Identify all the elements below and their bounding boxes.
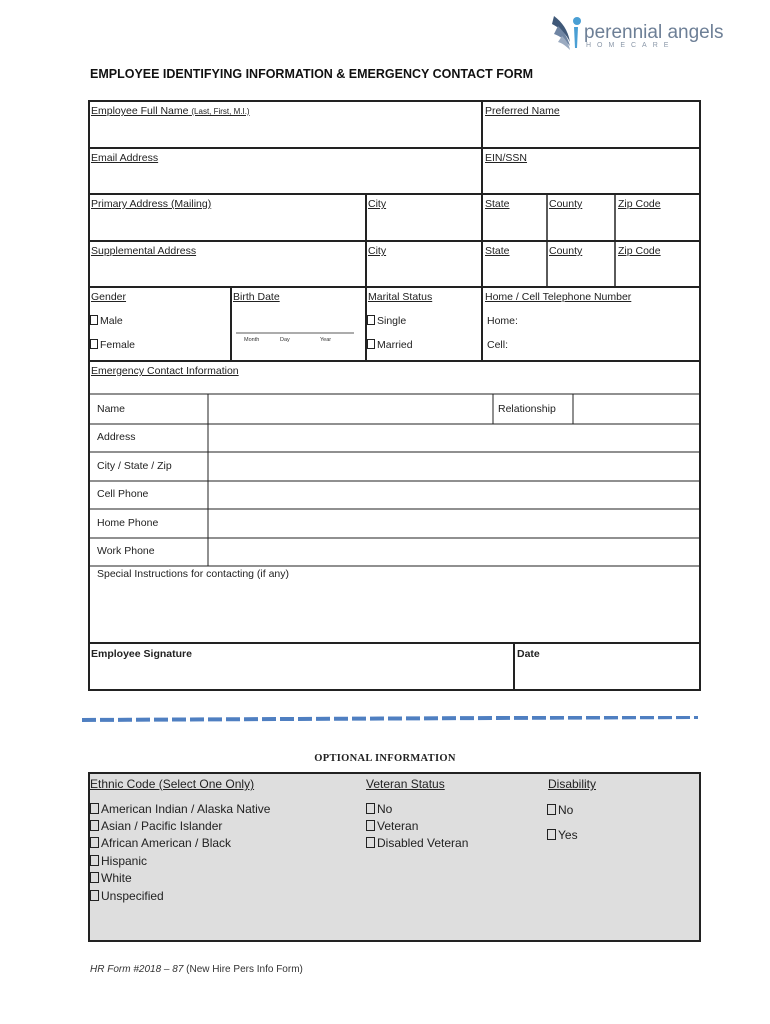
checkbox-icon[interactable] [547, 804, 556, 815]
cell-phone-label: Cell: [487, 339, 509, 351]
optional-title: OPTIONAL INFORMATION [314, 753, 456, 764]
logo-subtitle: HOMECARE [586, 42, 675, 49]
marital-married-option[interactable]: Married [367, 339, 413, 351]
form-title: EMPLOYEE IDENTIFYING INFORMATION & EMERGENCY CONTACT FORM [90, 67, 534, 81]
ec-relationship-field[interactable] [575, 396, 698, 422]
ec-name-label: Name [97, 403, 126, 415]
full-name-label: Employee Full Name (Last, First, M.I.) [91, 105, 250, 117]
primary-address-field[interactable] [90, 211, 364, 239]
dashed-separator [82, 716, 698, 722]
email-field[interactable] [90, 165, 480, 192]
checkbox-icon[interactable] [366, 803, 375, 814]
ethnic-option[interactable]: Asian / Pacific Islander [90, 819, 222, 833]
checkbox-icon[interactable] [90, 837, 99, 848]
employee-signature-field[interactable] [91, 662, 512, 688]
ec-special-instructions-label: Special Instructions for contacting (if any) [97, 568, 290, 580]
ec-cell-phone-label: Cell Phone [97, 488, 149, 500]
checkbox-icon[interactable] [366, 837, 375, 848]
email-label: Email Address [91, 152, 159, 164]
ein-ssn-label: EIN/SSN [485, 152, 528, 164]
disability-option[interactable]: Yes [547, 828, 578, 842]
primary-state-field[interactable] [484, 211, 545, 239]
ec-address-label: Address [97, 431, 136, 443]
home-phone-label: Home: [487, 315, 518, 327]
marital-status-label: Marital Status [368, 291, 433, 303]
primary-address-label: Primary Address (Mailing) [91, 198, 212, 210]
ec-name-field[interactable] [210, 396, 491, 422]
supplemental-city-field[interactable] [368, 258, 480, 285]
ethnic-option[interactable]: American Indian / Alaska Native [90, 802, 270, 816]
signature-date-label: Date [517, 648, 540, 660]
ethnic-option[interactable]: African American / Black [90, 836, 231, 850]
supplemental-city-label: City [368, 245, 387, 257]
primary-city-field[interactable] [368, 211, 480, 239]
signature-date-field[interactable] [516, 662, 698, 688]
checkbox-icon[interactable] [90, 872, 99, 883]
disability-option[interactable]: No [547, 803, 573, 817]
primary-state-label: State [485, 198, 510, 210]
checkbox-icon[interactable] [367, 339, 375, 349]
supplemental-county-field[interactable] [549, 258, 613, 285]
birth-day-hint: Day [280, 337, 290, 343]
veteran-option[interactable]: No [366, 802, 392, 816]
checkbox-icon[interactable] [90, 820, 99, 831]
checkbox-icon[interactable] [547, 829, 556, 840]
logo-brand: perennial angels [584, 22, 724, 43]
checkbox-icon[interactable] [90, 890, 99, 901]
employee-signature-label: Employee Signature [91, 648, 192, 660]
ethnic-option[interactable]: Unspecified [90, 889, 164, 903]
ec-special-instructions-field[interactable] [91, 584, 698, 641]
form-footer [90, 964, 303, 975]
checkbox-icon[interactable] [90, 339, 98, 349]
ec-work-phone-field[interactable] [210, 540, 698, 564]
form-number: HR Form #2018 – 87 [90, 964, 184, 975]
ec-city-state-zip-field[interactable] [210, 454, 698, 479]
checkbox-icon[interactable] [366, 820, 375, 831]
supplemental-zip-field[interactable] [617, 258, 698, 285]
supplemental-address-field[interactable] [90, 258, 364, 285]
birth-date-field[interactable] [236, 318, 354, 333]
primary-zip-label: Zip Code [618, 198, 661, 210]
primary-county-label: County [549, 198, 583, 210]
form-name: (New Hire Pers Info Form) [186, 964, 303, 975]
primary-county-field[interactable] [549, 211, 613, 239]
gender-female-option[interactable]: Female [90, 339, 135, 351]
marital-single-option[interactable]: Single [367, 315, 406, 327]
preferred-name-field[interactable] [484, 118, 698, 146]
home-phone-field[interactable] [522, 312, 698, 328]
birth-date-label: Birth Date [233, 291, 280, 303]
birth-year-hint: Year [320, 337, 332, 343]
ec-work-phone-label: Work Phone [97, 545, 155, 557]
ec-cell-phone-field[interactable] [210, 483, 698, 507]
veteran-option[interactable]: Veteran [366, 819, 418, 833]
phone-label: Home / Cell Telephone Number [485, 291, 632, 303]
emergency-section-label: Emergency Contact Information [91, 365, 239, 377]
checkbox-icon[interactable] [90, 855, 99, 866]
ec-home-phone-field[interactable] [210, 511, 698, 536]
full-name-field[interactable] [90, 118, 480, 146]
primary-zip-field[interactable] [617, 211, 698, 239]
gender-label: Gender [91, 291, 127, 303]
ec-relationship-label: Relationship [498, 403, 556, 415]
ethnic-code-label: Ethnic Code (Select One Only) [90, 777, 255, 791]
gender-male-option[interactable]: Male [90, 315, 123, 327]
preferred-name-label: Preferred Name [485, 105, 560, 117]
supplemental-county-label: County [549, 245, 583, 257]
ec-city-state-zip-label: City / State / Zip [97, 460, 172, 472]
checkbox-icon[interactable] [90, 803, 99, 814]
checkbox-icon[interactable] [90, 315, 98, 325]
optional-info-box [88, 772, 701, 942]
supplemental-address-label: Supplemental Address [91, 245, 197, 257]
supplemental-zip-label: Zip Code [618, 245, 661, 257]
full-name-hint: (Last, First, M.I.) [191, 107, 250, 116]
checkbox-icon[interactable] [367, 315, 375, 325]
supplemental-state-field[interactable] [484, 258, 545, 285]
ethnic-option[interactable]: White [90, 871, 132, 885]
ec-address-field[interactable] [210, 426, 698, 450]
veteran-option[interactable]: Disabled Veteran [366, 836, 468, 850]
birth-month-hint: Month [244, 337, 260, 343]
disability-label: Disability [548, 777, 597, 791]
cell-phone-field[interactable] [515, 336, 698, 352]
veteran-status-label: Veteran Status [366, 777, 445, 791]
primary-city-label: City [368, 198, 387, 210]
ec-home-phone-label: Home Phone [97, 517, 159, 529]
supplemental-state-label: State [485, 245, 510, 257]
ein-ssn-field[interactable] [484, 165, 698, 192]
ethnic-option[interactable]: Hispanic [90, 854, 147, 868]
